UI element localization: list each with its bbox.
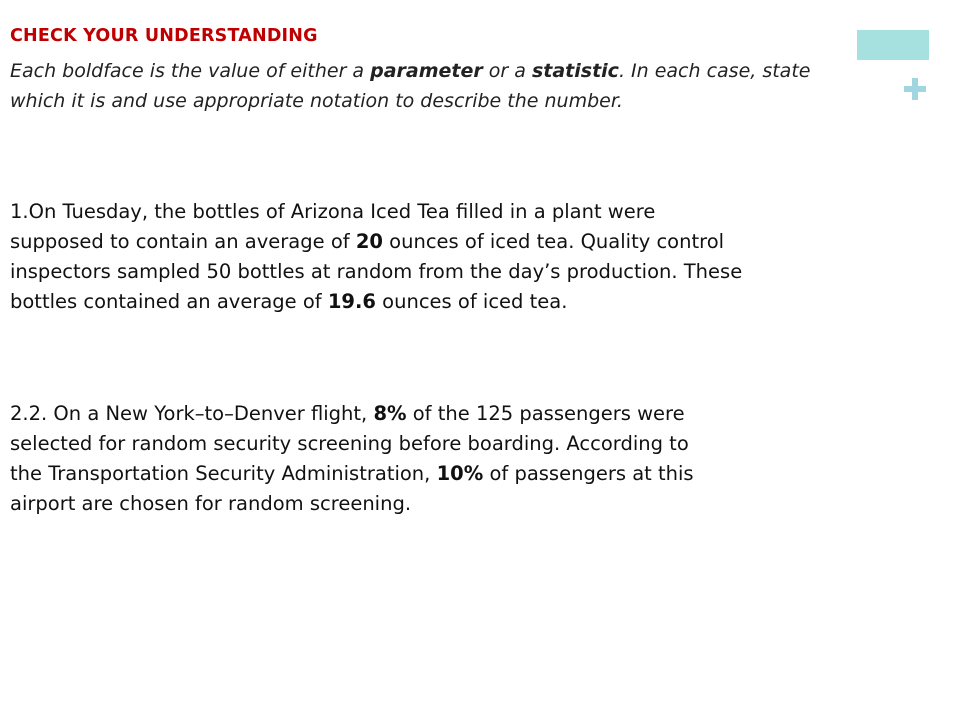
question-2-line-3-a: the Transportation Security Administration, [10,462,437,485]
question-1-line-2 [10,227,890,257]
question-2-line-1 [10,399,860,429]
value-8-percent: 8% [373,402,407,425]
question-1-line-2-c: ounces of iced tea. Quality control [382,230,725,253]
question-1-line-4-a: bottles contained an average of [10,290,328,313]
question-1-line-4 [10,287,890,317]
term-parameter: parameter [370,60,483,82]
instructions-part-3: . In each case, state which it is and use appropriate notation to describe the number. [10,60,811,112]
question-2-line-3 [10,459,860,489]
slide-heading: CHECK YOUR UNDERSTANDING [10,26,318,46]
question-2-line-1-c: of the 125 passengers were [406,402,685,425]
value-10-percent: 10% [436,462,484,485]
question-1-line-1: 1.On Tuesday, the bottles of Arizona Iced Tea filled in a plant were [10,200,656,223]
question-2 [10,399,860,519]
value-20: 20 [355,230,383,253]
instructions-part-1: Each boldface is the value of either a [10,60,371,82]
value-19-6: 19.6 [327,290,376,313]
question-1-line-2-a: supposed to contain an average of [10,230,356,253]
question-2-line-2: selected for random security screening before boarding. According to [10,432,689,455]
question-1 [10,197,890,317]
accent-bar [857,30,929,60]
plus-icon [901,75,929,103]
question-2-line-1-a: 2.2. On a New York–to–Denver flight, [10,402,374,425]
term-statistic: statistic [531,60,619,82]
instructions-text [10,56,840,116]
question-1-line-4-c: ounces of iced tea. [375,290,568,313]
question-2-line-4: airport are chosen for random screening. [10,492,412,515]
question-1-line-3: inspectors sampled 50 bottles at random from the day’s production. These [10,260,743,283]
instructions-part-2: or a [482,60,532,82]
question-2-line-3-c: of passengers at this [483,462,694,485]
